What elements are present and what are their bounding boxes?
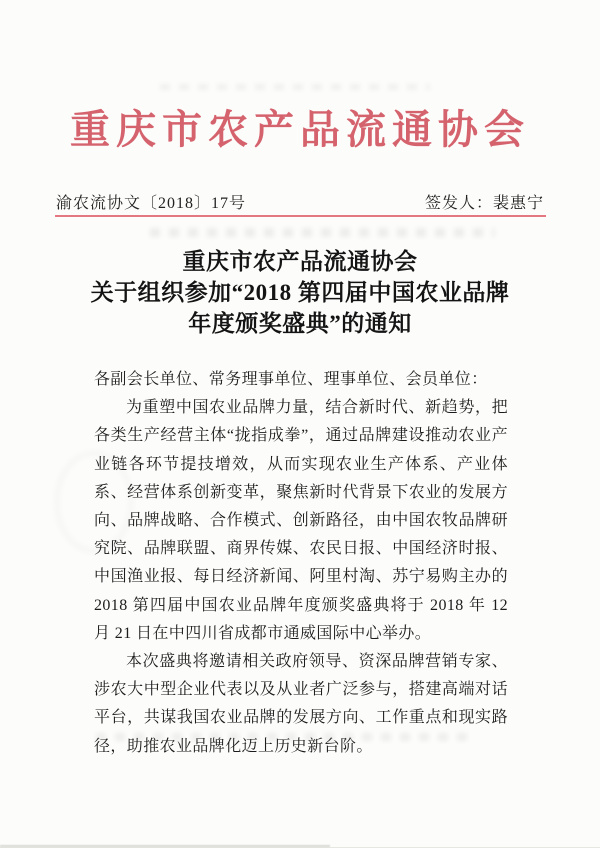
salutation-line: 各副会长单位、常务理事单位、理事单位、会员单位：	[94, 371, 488, 388]
document-body	[94, 366, 508, 761]
scan-edge-shadow	[0, 845, 330, 847]
scan-bleedthrough-artifact	[160, 84, 430, 90]
letterhead-org-name: 重庆市农产品流通协会	[70, 107, 530, 152]
body-paragraph-2: 本次盛典将邀请相关政府领导、资深品牌营销专家、涉农大中型企业代表以及从业者广泛参与，搭建高端对话平台，共谋我国农业品牌的发展方向、工作重点和现实路径，助推农业品牌化迈上历史新台阶。	[94, 653, 508, 755]
signer-name: 签发人：裴惠宁	[424, 195, 544, 212]
document-title	[30, 246, 570, 339]
document-title-line-2: 关于组织参加“2018 第四届中国农业品牌	[90, 280, 510, 305]
scan-bleedthrough-artifact	[150, 228, 495, 237]
document-meta-row	[56, 190, 544, 213]
document-number: 渝农流协文〔2018〕17号	[56, 195, 247, 212]
document-title-line-3: 年度颁奖盛典”的通知	[188, 311, 412, 336]
body-paragraph-1: 为重塑中国农业品牌力量，结合新时代、新趋势，把各类生产经营主体“拢指成拳”，通过品牌建设推动农业产业链各环节提技增效，从而实现农业生产体系、产业体系、经营体系创新变革，聚焦新时代背景下农业的发展方向、品牌战略、合作模式、创新路径，由中国农牧品牌研究院、品牌联盟、商界传媒、农民日报、中国经济时报、中国渔业报、每日经济新闻、阿里村淘、苏宁易购主办的 2018 第四届中国农业品牌年度颁奖盛典将于 2018 年 12 月 21 日在中四川省成都市通威国际中心举办。	[94, 399, 508, 642]
scan-bleedthrough-artifact	[96, 733, 476, 741]
red-separator-line	[55, 215, 546, 217]
document-title-line-1: 重庆市农产品流通协会	[182, 249, 418, 274]
